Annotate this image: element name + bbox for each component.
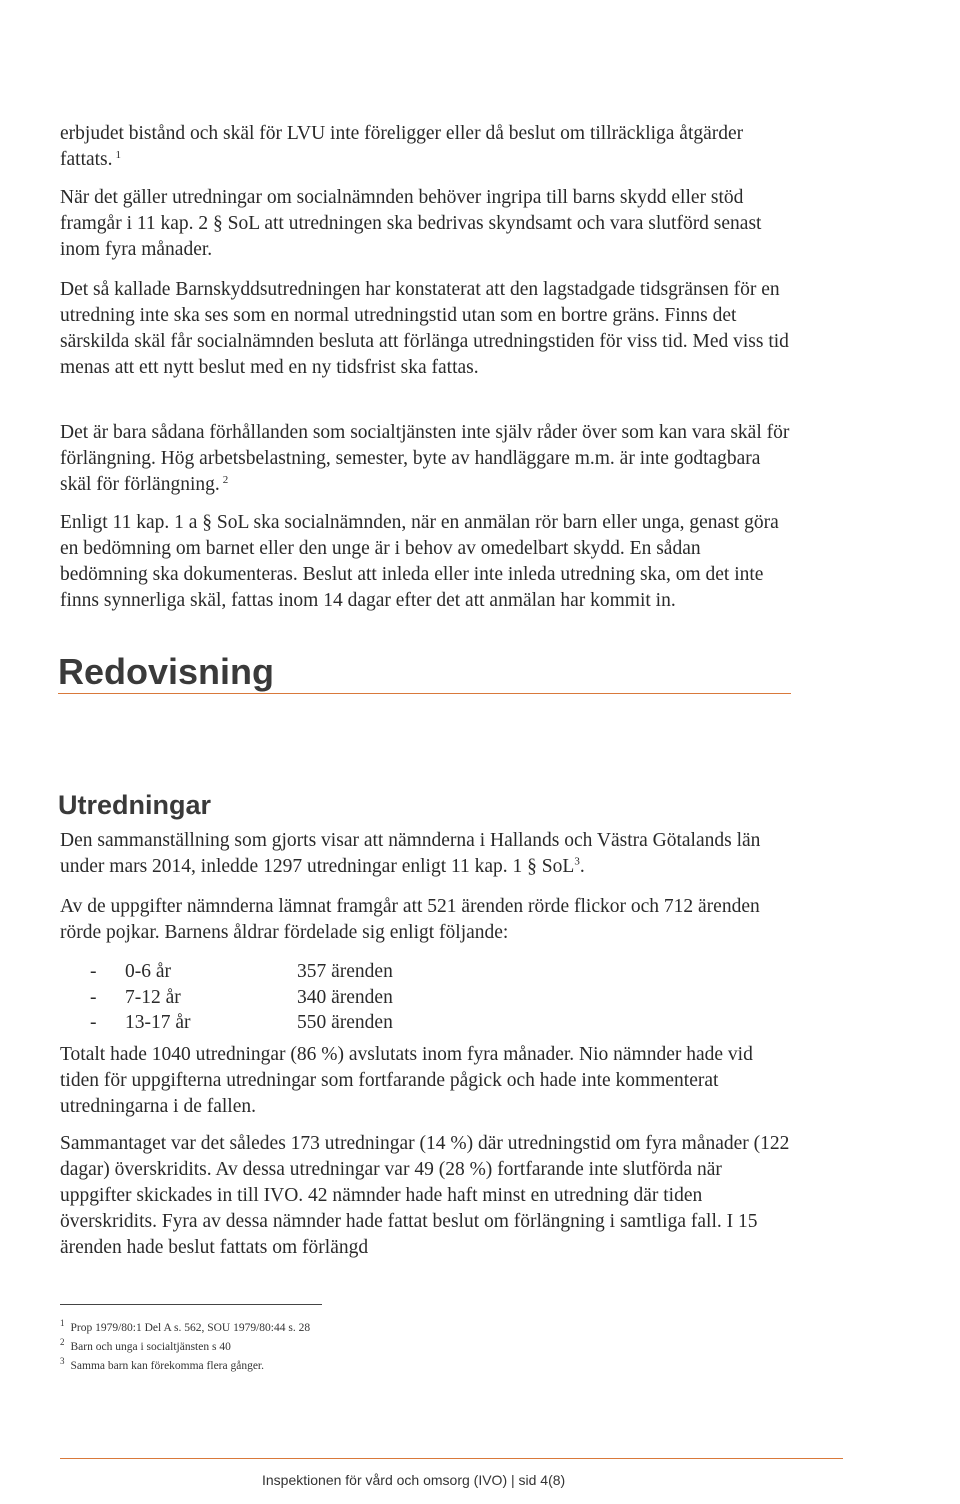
list-dash: - [90, 961, 97, 982]
paragraph-11-kap-1a: Enligt 11 kap. 1 a § SoL ska socialnämnden, när en anmälan rör barn eller unga, genast göra en bedömning om barnet eller den unge är i behov av omedelbart skydd. En sådan bedömning ska dokumenteras. Beslut att inleda eller inte inleda utredning ska, om det inte finns synnerliga skäl, fattas inom 14 dagar efter det att anmälan har kommit in. [60, 512, 779, 611]
footnote-ref-3: 3 [574, 855, 580, 868]
heading-underline [58, 693, 791, 694]
footnote-separator [60, 1304, 322, 1305]
heading-utredningar: Utredningar [58, 790, 212, 820]
case-count: 340 ärenden [297, 986, 393, 1008]
footnote [60, 1354, 310, 1373]
footnote [60, 1316, 310, 1335]
paragraph-barnskyddsutredningen: Det så kallade Barnskyddsutredningen har konstaterat att den lagstadgade tidsgränsen för en utredning inte ska ses som en normal utredningstid utan som en bortre gräns. Finns det särskilda skäl får socialnämnden besluta att förlänga utredningstiden för viss tid. Med viss tid menas att ett nytt beslut med en ny tidsfrist ska fattas. [60, 279, 789, 378]
paragraph-totalt: Totalt hade 1040 utredningar (86 %) avslutats inom fyra månader. Nio nämnder hade vid tiden för uppgifterna utredningar som fortfarande pågick och hade inte kommenterat utredningarna i de fallen. [60, 1044, 753, 1117]
page-footer: Inspektionen för vård och omsorg (IVO) | sid 4(8) [262, 1472, 566, 1488]
footnote-ref-2: 2 [222, 473, 229, 486]
list-item [90, 985, 510, 1011]
age-range: 0-6 år [125, 961, 172, 982]
paragraph-text: Det är bara sådana förhållanden som socialtjänsten inte själv råder över som kan vara skäl för förlängning. Hög arbetsbelastning, semester, byte av handläggare m.m. är inte godtagbara skäl för förlängning. [60, 422, 790, 495]
age-distribution-list [90, 959, 510, 1036]
paragraph-skyndsamt: När det gäller utredningar om socialnämnden behöver ingripa till barns skydd eller stöd framgår i 11 kap. 2 § SoL att utredningen ska bedrivas skyndsamt och vara slutförd senast inom fyra månader. [60, 187, 762, 260]
heading-redovisning: Redovisning [58, 651, 275, 692]
footnote [60, 1335, 310, 1354]
footnote-number: 3 [60, 1355, 65, 1366]
case-count: 550 ärenden [297, 1012, 393, 1033]
paragraph-uppgifter: Av de uppgifter nämnderna lämnat framgår att 521 ärenden rörde flickor och 712 ärenden rörde pojkar. Barnens åldrar fördelade sig enligt följande: [60, 896, 760, 943]
paragraph-sammantaget: Sammantaget var det således 173 utredningar (14 %) där utredningstid om fyra månader (122 dagar) överskridits. Av dessa utredningar var 49 (28 %) fortfarande inte slutförda när uppgifter skickades in till IVO. 42 nämnder hade haft minst en utredning där tiden överskridits. Fyra av dessa nämnder hade fattat beslut om förlängning i samtliga fall. I 15 ärenden hade beslut fattats om förlängd [60, 1133, 790, 1258]
footnote-ref-1: 1 [115, 148, 122, 161]
paragraph-sammanstallning [60, 828, 790, 880]
paragraph-text: Den sammanställning som gjorts visar att nämnderna i Hallands och Västra Götalands län under mars 2014, inledde 1297 utredningar enligt 11 kap. 1 § SoL [60, 830, 761, 877]
footnotes [60, 1316, 310, 1372]
list-item [90, 959, 510, 985]
case-count: 357 ärenden [297, 961, 393, 982]
sentence-end: . [579, 856, 585, 877]
age-range: 7-12 år [125, 986, 181, 1008]
footnote-text: Prop 1979/80:1 Del A s. 562, SOU 1979/80:44 s. 28 [70, 1321, 311, 1334]
footnote-number: 2 [60, 1336, 65, 1347]
paragraph-lvu [60, 121, 790, 173]
list-dash: - [90, 1012, 97, 1033]
footer-rule [60, 1458, 843, 1459]
age-range: 13-17 år [125, 1012, 191, 1033]
paragraph-forlangning [60, 420, 790, 498]
footnote-text: Samma barn kan förekomma flera gånger. [70, 1359, 265, 1372]
footnote-number: 1 [60, 1318, 65, 1328]
paragraph-text: erbjudet bistånd och skäl för LVU inte föreligger eller då beslut om tillräckliga åtgärder fattats. [60, 123, 744, 170]
list-item [90, 1010, 510, 1036]
list-dash: - [90, 986, 97, 1008]
footnote-text: Barn och unga i socialtjänsten s 40 [70, 1340, 231, 1353]
